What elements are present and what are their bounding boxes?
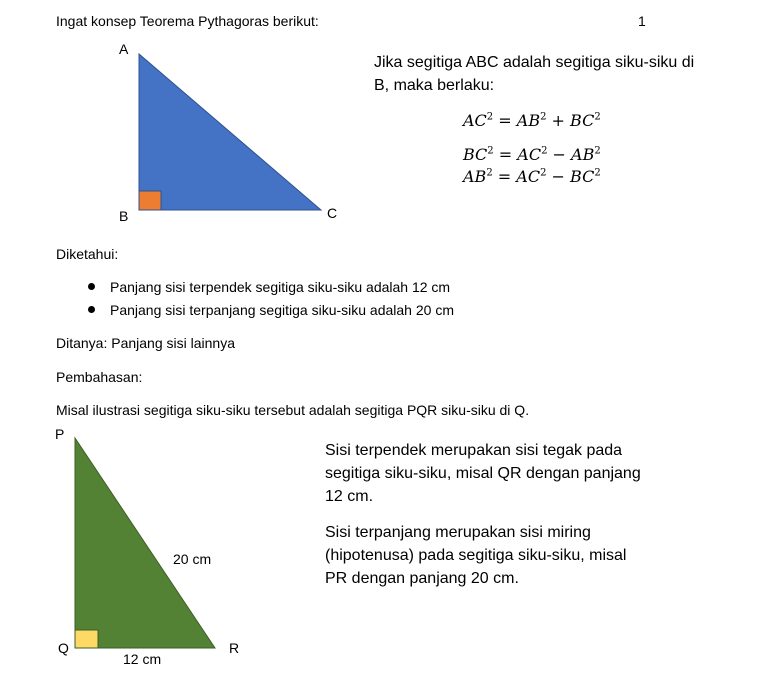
right-angle-marker-q <box>75 630 98 648</box>
given-item-2: Panjang sisi terpanjang segitiga siku-siku adalah 20 cm <box>110 302 454 318</box>
concept-line-1: Jika segitiga ABC adalah segitiga siku-siku di <box>374 54 695 71</box>
discussion-intro: Misal ilustrasi segitiga siku-siku tersebut adalah segitiga PQR siku-siku di Q. <box>56 402 530 418</box>
given-heading: Diketahui: <box>56 246 119 262</box>
bullet-icon <box>88 306 95 313</box>
triangle-abc-figure <box>100 38 360 228</box>
triangle-pqr-figure <box>45 420 300 675</box>
triangle-pqr <box>75 438 215 648</box>
formula-3: $AB^2 = AC^2 - BC^2$ <box>463 167 601 186</box>
right-angle-marker-b <box>139 191 161 210</box>
formula-1: $AC^2 = AB^2 + BC^2$ <box>463 111 601 130</box>
discussion-heading: Pembahasan: <box>56 369 143 385</box>
page-number: 1 <box>638 13 646 29</box>
explanation-paragraph-2: Sisi terpanjang merupakan sisi miring (hipotenusa) pada segitiga siku-siku, misal PR dengan panjang 20 cm. <box>325 524 627 587</box>
formula-2: $BC^2 = AC^2 - AB^2$ <box>463 145 601 164</box>
hypotenuse-length-label: 20 cm <box>173 551 212 567</box>
label-c: C <box>327 205 338 221</box>
intro-title: Ingat konsep Teorema Pythagoras berikut: <box>56 13 319 29</box>
bullet-icon <box>88 283 95 290</box>
base-length-label: 12 cm <box>123 651 162 667</box>
given-item-1: Panjang sisi terpendek segitiga siku-siku adalah 12 cm <box>110 279 451 295</box>
asked-text: Ditanya: Panjang sisi lainnya <box>56 335 235 351</box>
label-b: B <box>119 208 129 224</box>
label-r: R <box>229 640 240 656</box>
label-q: Q <box>58 640 69 656</box>
triangle-abc <box>139 54 321 210</box>
label-p: P <box>55 426 65 442</box>
label-a: A <box>119 41 129 57</box>
explanation-paragraph-1: Sisi terpendek merupakan sisi tegak pada segitiga siku-siku, misal QR dengan panjang 12 cm. <box>325 442 641 505</box>
concept-line-2: B, maka berlaku: <box>374 77 495 94</box>
